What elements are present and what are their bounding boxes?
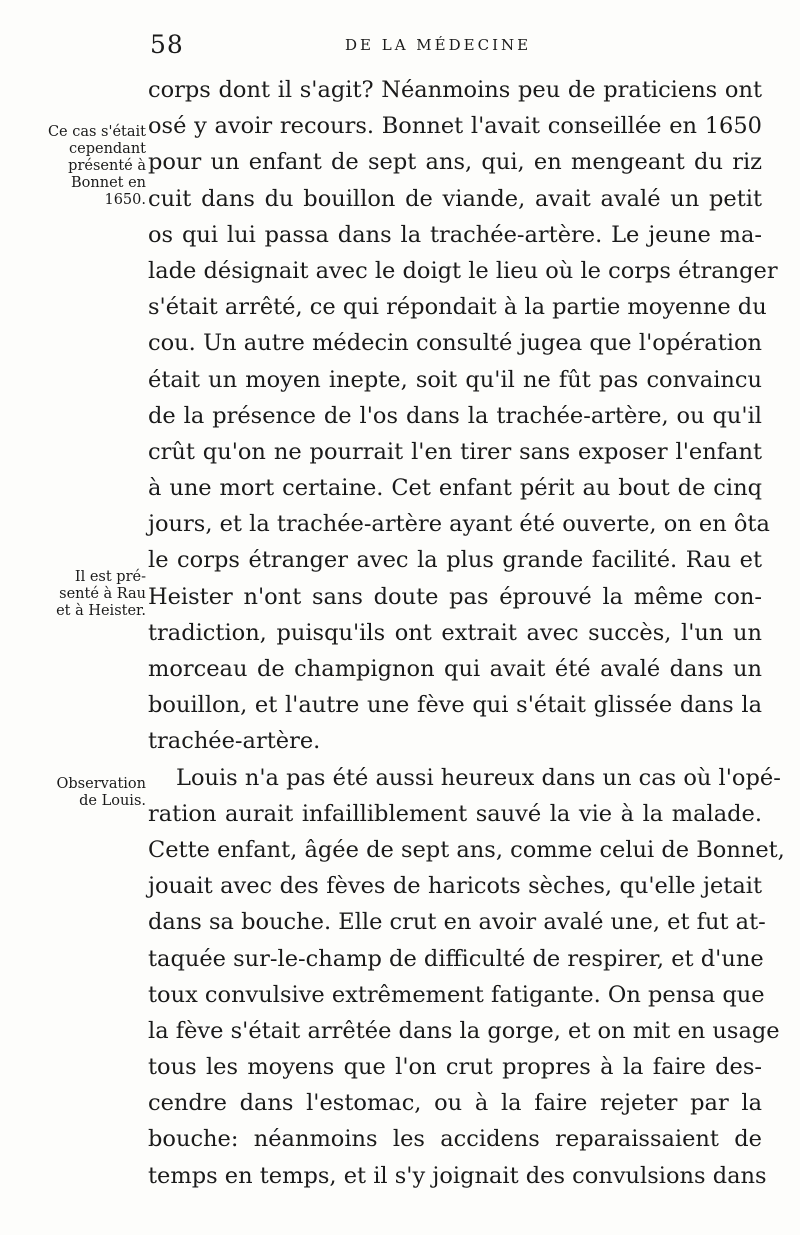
margin-note-line: et à Heister. [56,603,146,619]
margin-note-line: senté à Rau [59,586,146,602]
margin-note-line: 1650. [104,192,146,208]
text-line: pour un enfant de sept ans, qui, en mengeant du riz [148,149,762,176]
text-line: jouait avec des fèves de haricots sèches, qu'elle jetait [148,873,762,900]
margin-note-line: cependant [69,141,146,157]
text-line: trachée-artère. [148,728,321,755]
page-number: 58 [150,30,184,59]
page-header [150,30,760,62]
text-line: bouche: néanmoins les accidens reparaissaient de [148,1126,762,1153]
text-line: de la présence de l'os dans la trachée-artère, ou qu'il [148,402,762,429]
text-line: morceau de champignon qui avait été avalé dans un [148,656,762,682]
text-line: ration aurait infailliblement sauvé la vie à la malade. [148,800,762,827]
text-line: jours, et la trachée-artère ayant été ouverte, on en ôta [148,511,770,538]
text-line: toux convulsive extrêmement fatigante. On pensa que [148,981,765,1008]
text-line: cou. Un autre médecin consulté jugea que l'opération [148,330,762,357]
margin-note-line: Observation [56,776,146,792]
text-line: Cette enfant, âgée de sept ans, comme celui de Bonnet, [148,836,785,863]
text-line: à une mort certaine. Cet enfant périt au bout de cinq [148,475,762,502]
text-line: cuit dans du bouillon de viande, avait avalé un petit [148,185,762,212]
margin-note-line: Ce cas s'était [47,124,146,140]
text-line: était un moyen inepte, soit qu'il ne fût pas convaincu [148,366,762,393]
text-line: le corps étranger avec la plus grande facilité. Rau et [148,547,762,574]
text-line: dans sa bouche. Elle crut en avoir avalé une, et fut at- [148,909,766,936]
text-line: corps dont il s'agit? Néanmoins peu de praticiens ont [148,77,762,103]
text-line: osé y avoir recours. Bonnet l'avait conseillée en 1650 [148,113,762,140]
text-line: lade désignait avec le doigt le lieu où le corps étranger [148,257,778,284]
text-line: tradiction, puisqu'ils ont extrait avec succès, l'un un [148,619,762,646]
margin-note-line: présenté à [68,158,146,174]
text-line: la fève s'était arrêtée dans la gorge, et on mit en usage [148,1017,780,1044]
text-line: Heister n'ont sans doute pas éprouvé la même con- [148,583,762,610]
text-line: crût qu'on ne pourrait l'en tirer sans exposer l'enfant [148,438,762,465]
body-text [148,72,785,1194]
margin-note-louis [24,776,146,810]
margin-note-line: Il est pré- [74,569,146,585]
text-line: temps en temps, et il s'y joignait des convulsions dans [148,1162,767,1189]
running-head: DE LA MÉDECINE [345,36,532,54]
margin-note-line: Bonnet en [71,175,146,191]
text-line: cendre dans l'estomac, ou à la faire rejeter par la [148,1090,762,1117]
text-line: s'était arrêté, ce qui répondait à la partie moyenne du [148,294,767,321]
text-line: tous les moyens que l'on crut propres à la faire des- [148,1054,762,1081]
text-line: bouillon, et l'autre une fève qui s'était glissée dans la [148,692,762,719]
margin-note-bonnet [24,124,146,209]
margin-note-line: de Louis. [79,793,146,809]
text-line: taquée sur-le-champ de difficulté de respirer, et d'une [148,945,764,972]
text-line: os qui lui passa dans la trachée-artère. Le jeune ma- [148,221,762,248]
text-line: Louis n'a pas été aussi heureux dans un cas où l'opé- [176,764,781,791]
margin-note-rau-heister [24,569,146,620]
